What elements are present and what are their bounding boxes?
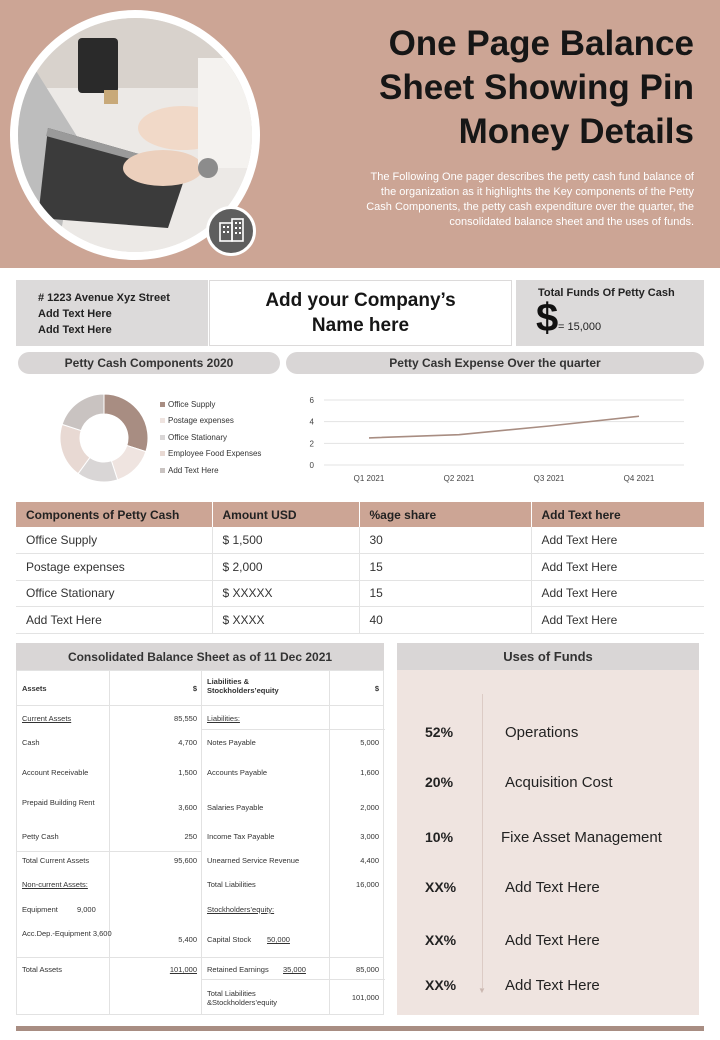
table-cell: Add Text Here [16,607,212,634]
liabilities-label: Liabilities: [207,714,240,723]
liabilities-dollar: $ [374,684,379,693]
address-line: Add Text Here [38,308,112,320]
table-row [16,527,704,554]
y-tick-label: 4 [309,417,314,427]
expense-line-chart [290,390,690,490]
components-section-title: Petty Cash Components 2020 [18,352,280,374]
address-box [16,280,208,346]
page-subtitle: The Following One pager describes the petty cash fund balance of the organization as it highlights the Key components of the Petty Cash Components, the petty cash expenditure over the quarter, the consolidated balance sheet and the uses of funds. [366,171,694,228]
components-table [16,502,704,634]
accdep-label: Acc.Dep.-Equipment 3,600 [22,929,112,938]
table-cell: 15 [359,554,531,581]
capital-stock-label: Capital Stock [207,935,252,944]
table-cell: 30 [359,527,531,554]
bs-divider [329,671,330,1014]
donut-slice [104,394,148,452]
header-banner [0,0,720,268]
table-cell: $ 1,500 [212,527,359,554]
unearned-revenue-value: 4,400 [360,856,379,865]
uses-label: Add Text Here [505,977,600,994]
table-row [16,607,704,634]
table-cell: Add Text Here [531,527,704,554]
total-le-label: Total Liabilities &Stockholders’equity [207,989,278,1007]
equipment-value: 9,000 [77,905,96,914]
total-liabilities-value: 16,000 [356,880,379,889]
table-cell: 40 [359,607,531,634]
y-tick-label: 0 [309,461,314,470]
salaries-payable-value: 2,000 [360,803,379,812]
bs-row-line [17,851,201,852]
page-title [294,22,694,154]
retained-earnings-value: 85,000 [356,965,379,974]
company-name-box [209,280,512,346]
legend-swatch [160,418,165,423]
table-cell: Office Supply [16,527,212,554]
retained-earnings-amount: 35,000 [283,965,306,974]
assets-header: Assets [22,684,47,693]
uses-percent: 20% [425,774,454,790]
uses-item [397,879,699,899]
table-header: %age share [359,502,531,527]
unearned-revenue-label: Unearned Service Revenue [207,856,300,865]
current-assets-value: 85,550 [174,714,197,723]
table-cell: Add Text Here [531,607,704,634]
bs-row-line [201,979,385,980]
uses-percent: 10% [425,829,454,845]
stockholders-equity-label: Stockholders’equity: [207,905,275,914]
uses-of-funds-panel [397,670,699,1015]
legend-item [160,446,261,463]
total-assets-value: 101,000 [169,965,197,974]
table-header: Amount USD [212,502,359,527]
address-line: Add Text Here [38,324,112,336]
total-liabilities-label: Total Liabilities [207,880,256,889]
total-current-assets-label: Total Current Assets [22,856,90,865]
photo-frame [10,10,260,260]
table-row [16,554,704,581]
table-cell: $ XXXXX [212,580,359,607]
cash-label: Cash [22,738,40,747]
dollar-sign: $ [536,296,559,340]
arrow-down-icon: ▼ [478,986,486,995]
ar-label: Account Receivable [22,768,89,777]
table-cell: Add Text Here [531,580,704,607]
legend-label: Postage expenses [168,416,234,426]
uses-percent: XX% [425,932,457,948]
uses-item [397,724,699,744]
legend-item [160,396,261,413]
x-tick-label: Q2 2021 [443,474,475,483]
company-line: Name here [311,315,410,336]
bs-row-line [201,729,385,730]
series-line [369,416,639,438]
prepaid-label: Prepaid Building Rent [22,798,95,807]
y-tick-label: 6 [309,396,314,405]
salaries-payable-label: Salaries Payable [207,803,264,812]
footer-bar [16,1026,704,1031]
accounts-payable-label: Accounts Payable [207,768,268,777]
accounts-payable-value: 1,600 [360,768,379,777]
income-tax-label: Income Tax Payable [207,832,275,841]
total-current-assets-value: 95,600 [174,856,197,865]
table-cell: $ 2,000 [212,554,359,581]
balance-sheet [16,670,384,1015]
notes-payable-label: Notes Payable [207,738,256,747]
legend-swatch [160,402,165,407]
donut-legend [160,396,261,479]
accdep-value: 5,400 [178,935,197,944]
uses-label: Add Text Here [505,879,600,896]
prepaid-value: 3,600 [178,803,197,812]
title-line: Sheet Showing Pin [378,68,694,107]
table-row [16,580,704,607]
legend-item [160,413,261,430]
retained-earnings-label: Retained Earnings [207,965,269,974]
petty-cash-value: 250 [184,832,197,841]
notes-payable-value: 5,000 [360,738,379,747]
balance-sheet-title: Consolidated Balance Sheet as of 11 Dec 2021 [16,643,384,670]
legend-swatch [160,468,165,473]
uses-item [397,977,699,997]
table-header: Add Text here [531,502,704,527]
uses-percent: XX% [425,977,457,993]
uses-label: Acquisition Cost [505,774,613,791]
x-tick-label: Q4 2021 [623,474,655,483]
donut-slice [111,445,145,479]
equipment-label: Equipment [22,905,58,914]
y-tick-label: 2 [309,439,314,449]
total-funds-value: = 15,000 [558,321,602,333]
title-line: Money Details [458,112,694,151]
legend-label: Office Stationary [168,432,227,442]
uses-label: Operations [505,724,579,741]
noncurrent-assets-label: Non-current Assets: [22,880,88,889]
table-cell: $ XXXX [212,607,359,634]
uses-item [397,829,699,849]
uses-label: Fixe Asset Management [501,829,662,846]
ar-value: 1,500 [178,768,197,777]
table-cell: Office Stationary [16,580,212,607]
uses-label: Add Text Here [505,932,600,949]
legend-label: Add Text Here [168,465,219,475]
components-donut-chart [56,390,152,486]
legend-label: Office Supply [168,399,216,409]
company-line: Add your Company’s [265,290,456,311]
bs-row-line [17,705,383,706]
petty-cash-label: Petty Cash [22,832,59,841]
total-funds-box [516,280,704,346]
uses-percent: XX% [425,879,457,895]
total-le-value: 101,000 [351,993,379,1002]
x-tick-label: Q3 2021 [533,474,565,483]
bs-row-line [17,957,383,958]
table-cell: Add Text Here [531,554,704,581]
expense-section-title: Petty Cash Expense Over the quarter [286,352,704,374]
legend-label: Employee Food Expenses [168,449,262,459]
income-tax-value: 3,000 [360,832,379,841]
legend-item [160,462,261,479]
table-header: Components of Petty Cash [16,502,212,527]
uses-item [397,932,699,952]
total-funds-label: Total Funds Of Petty Cash [538,287,675,299]
current-assets-label: Current Assets [22,714,72,723]
x-tick-label: Q1 2021 [353,474,385,483]
assets-dollar: $ [192,684,197,693]
uses-item [397,774,699,794]
uses-of-funds-title: Uses of Funds [397,643,699,670]
address-line: # 1223 Avenue Xyz Street [38,292,170,304]
cash-value: 4,700 [178,738,197,747]
capital-stock-amount: 50,000 [267,935,290,944]
liabilities-header: Liabilities & Stockholders’equity [207,677,279,695]
table-cell: 15 [359,580,531,607]
donut-slice [62,394,104,431]
bs-divider [201,671,202,1014]
title-line: One Page Balance [388,24,694,63]
legend-swatch [160,435,165,440]
table-cell: Postage expenses [16,554,212,581]
building-icon [206,206,256,256]
legend-swatch [160,451,165,456]
total-assets-label: Total Assets [22,965,63,974]
uses-percent: 52% [425,724,454,740]
table-header-row [16,502,704,527]
legend-item [160,429,261,446]
bs-divider [109,671,110,1014]
